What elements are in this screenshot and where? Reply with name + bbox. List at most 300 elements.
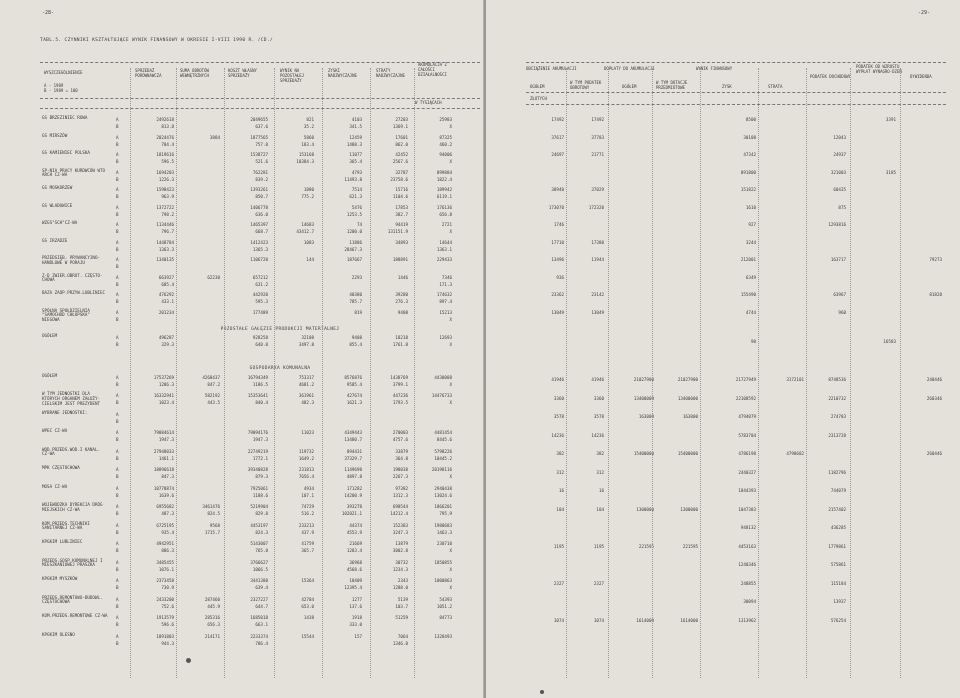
table-row bbox=[0, 169, 484, 183]
value-cell bbox=[136, 116, 174, 130]
value-cell: 12043 bbox=[833, 134, 846, 140]
value-cell: 4798682 bbox=[786, 451, 804, 456]
col-header: PODATEK DOCHODOWY bbox=[810, 74, 851, 79]
table-row bbox=[0, 134, 484, 148]
value-a: 287460 bbox=[204, 596, 220, 602]
value-a: 152383 bbox=[392, 522, 408, 528]
row-label: GS MIRSZÓW bbox=[42, 132, 68, 138]
value-b: 329.3 bbox=[161, 342, 174, 347]
row-label: GS BRZEZINIEC ROWA bbox=[42, 115, 88, 120]
value-cell: 2313728 bbox=[828, 432, 846, 438]
row-ab-marker: A B bbox=[116, 393, 119, 405]
value-cell bbox=[136, 221, 174, 235]
value-a: 30732 bbox=[395, 559, 408, 565]
value-b: 333.0 bbox=[349, 622, 362, 627]
value-cell bbox=[276, 392, 314, 406]
unit-label: W TYSIĄCACH bbox=[415, 100, 442, 105]
column-separator bbox=[130, 68, 131, 678]
value-cell: 47342 bbox=[743, 152, 756, 157]
value-b: 685.4 bbox=[161, 281, 174, 287]
table-row bbox=[486, 543, 960, 557]
value-b: 1200.0 bbox=[346, 229, 362, 234]
value-cell: 13496 bbox=[551, 257, 564, 262]
value-cell: 3578 bbox=[553, 414, 564, 419]
row-ab-marker: A B bbox=[116, 222, 119, 234]
value-a: 188891 bbox=[392, 257, 408, 262]
value-cell bbox=[230, 429, 268, 443]
value-a: 663927 bbox=[158, 274, 174, 280]
value-a: 1149698 bbox=[344, 467, 362, 472]
row-ab-marker: A B bbox=[116, 152, 119, 164]
value-b: 1104.6 bbox=[392, 194, 408, 199]
value-a: 1393261 bbox=[250, 187, 268, 192]
value-b: 433.1 bbox=[161, 299, 174, 304]
value-a: 2721 bbox=[441, 222, 452, 227]
value-cell bbox=[276, 151, 314, 165]
value-cell bbox=[324, 374, 362, 388]
value-a: 1866201 bbox=[434, 504, 452, 509]
value-cell bbox=[136, 169, 174, 183]
value-cell: 38940 bbox=[551, 187, 564, 192]
value-cell bbox=[230, 116, 268, 130]
value-cell bbox=[324, 503, 362, 517]
value-a: 1880 bbox=[303, 187, 314, 192]
value-a: 25983 bbox=[439, 117, 452, 122]
table-row bbox=[0, 309, 484, 323]
value-cell bbox=[276, 116, 314, 130]
value-a: 10778874 bbox=[153, 485, 174, 491]
value-cell: 172320 bbox=[588, 204, 604, 210]
value-cell bbox=[230, 503, 268, 517]
value-cell: 63967 bbox=[833, 292, 846, 297]
row-ab-marker: A B bbox=[116, 274, 119, 287]
value-cell: 14236 bbox=[551, 432, 564, 438]
value-cell bbox=[230, 448, 268, 462]
value-cell bbox=[370, 374, 408, 388]
table-row bbox=[486, 450, 960, 464]
table-row bbox=[0, 186, 484, 200]
value-cell bbox=[230, 522, 268, 536]
row-ab-marker: A B bbox=[116, 239, 119, 252]
value-b: 596.5 bbox=[161, 159, 174, 164]
value-cell bbox=[230, 134, 268, 148]
value-cell bbox=[230, 596, 268, 610]
value-b: 13480.7 bbox=[344, 437, 362, 442]
value-a: 16332941 bbox=[153, 393, 174, 398]
col-header: STRATY NADZWYCZAJNE bbox=[376, 68, 405, 78]
table-row bbox=[0, 503, 484, 517]
value-a: 3485455 bbox=[156, 559, 174, 565]
value-a: 821 bbox=[306, 117, 314, 122]
value-b: 4897.8 bbox=[346, 474, 362, 479]
value-cell: 104 bbox=[556, 506, 564, 512]
value-b: 1947.3 bbox=[252, 437, 268, 442]
value-b: 171.3 bbox=[439, 281, 452, 287]
value-cell bbox=[324, 522, 362, 536]
row-label: GS IRZADZE bbox=[42, 237, 68, 243]
value-cell bbox=[414, 466, 452, 480]
value-cell: 24697 bbox=[551, 152, 564, 157]
value-cell: 3244 bbox=[745, 239, 756, 245]
row-ab-marker: A B bbox=[116, 309, 119, 322]
value-cell bbox=[370, 577, 408, 591]
value-cell bbox=[230, 309, 268, 316]
value-b: 786.4 bbox=[255, 640, 268, 646]
value-b: 1288.0 bbox=[392, 585, 408, 590]
table-row bbox=[0, 429, 484, 443]
column-separator bbox=[274, 68, 275, 678]
row-label: KPGKIM MYSZKÓW bbox=[42, 576, 78, 581]
value-cell: 1779861 bbox=[828, 543, 846, 549]
value-cell bbox=[370, 633, 408, 647]
ink-spot bbox=[540, 690, 544, 694]
value-cell bbox=[370, 522, 408, 536]
value-a: 4349443 bbox=[344, 430, 362, 435]
value-a: 11886 bbox=[349, 239, 362, 245]
value-cell: 1313962 bbox=[738, 617, 756, 623]
table-row bbox=[486, 204, 960, 218]
value-a: 1465397 bbox=[250, 222, 268, 227]
value-cell bbox=[182, 633, 220, 640]
value-b: 3497.8 bbox=[298, 342, 314, 347]
value-a: 11023 bbox=[301, 430, 314, 435]
value-cell bbox=[370, 134, 408, 148]
value-cell: 4794079 bbox=[738, 414, 756, 419]
value-b: X bbox=[449, 316, 452, 322]
sub-header: STRATA bbox=[768, 84, 783, 89]
value-cell: 1614000 bbox=[636, 617, 654, 623]
value-cell bbox=[136, 614, 174, 628]
value-a: 2343 bbox=[397, 578, 408, 583]
value-b: 183.4 bbox=[301, 141, 314, 147]
value-cell: 2440327 bbox=[738, 469, 756, 475]
value-cell bbox=[230, 614, 268, 628]
table-row bbox=[0, 559, 484, 573]
rule bbox=[40, 62, 480, 63]
value-a: 4453197 bbox=[250, 522, 268, 528]
table-row bbox=[0, 239, 484, 253]
value-b: 1283.4 bbox=[346, 548, 362, 553]
value-b: 12395.4 bbox=[344, 585, 362, 590]
value-b: 1639.6 bbox=[158, 492, 174, 498]
value-cell bbox=[414, 392, 452, 406]
column-separator bbox=[700, 68, 701, 678]
row-label: KPGKIM LUBLINIEC bbox=[42, 539, 83, 544]
value-a: 7514 bbox=[351, 187, 362, 192]
value-cell: 104 bbox=[596, 506, 604, 512]
value-a: 174632 bbox=[436, 292, 452, 297]
value-b: 796.7 bbox=[161, 229, 174, 234]
value-b: 460.2 bbox=[439, 141, 452, 147]
value-cell: 1195 bbox=[593, 543, 604, 549]
value-b: X bbox=[449, 566, 452, 572]
value-cell bbox=[136, 392, 174, 406]
table-row bbox=[0, 522, 484, 536]
value-a: 5476 bbox=[351, 204, 362, 210]
value-a: 2492618 bbox=[156, 117, 174, 122]
value-b: 23758.6 bbox=[390, 176, 408, 182]
value-b: 631.2 bbox=[255, 281, 268, 287]
value-cell: 21027900 bbox=[677, 377, 698, 382]
value-cell: 1293816 bbox=[828, 222, 846, 227]
value-cell: 1182796 bbox=[828, 469, 846, 475]
value-a: 229433 bbox=[436, 257, 452, 262]
unit-label: ZŁOTYCH bbox=[530, 96, 547, 101]
table-row bbox=[486, 617, 960, 631]
value-cell bbox=[370, 151, 408, 165]
value-a: 1412423 bbox=[250, 239, 268, 245]
value-b: 636.0 bbox=[255, 211, 268, 217]
row-label: Z-D ZWIER.OBROT. CZĘSTO- CHOWA bbox=[42, 272, 103, 283]
value-a: 18218 bbox=[395, 335, 408, 340]
table-row bbox=[0, 274, 484, 288]
value-cell bbox=[230, 466, 268, 480]
value-b: 795.9 bbox=[439, 511, 452, 516]
value-cell: 37029 bbox=[591, 187, 604, 192]
row-ab-marker: A B bbox=[116, 559, 119, 572]
value-cell bbox=[324, 151, 362, 165]
value-a: 42452 bbox=[395, 152, 408, 157]
value-b: 595.3 bbox=[255, 299, 268, 304]
value-cell bbox=[414, 256, 452, 263]
value-cell bbox=[136, 309, 174, 316]
value-cell: 875 bbox=[838, 204, 846, 210]
row-label: KOM.PRZEDS.REMONTOWE CZ-WA bbox=[42, 613, 108, 618]
row-ab-marker: A B bbox=[116, 541, 119, 553]
row-ab-marker: A B bbox=[116, 187, 119, 199]
value-cell: 30094 bbox=[743, 599, 756, 604]
value-a: 176136 bbox=[436, 204, 452, 210]
value-a: 1538727 bbox=[250, 152, 268, 157]
value-b: 813.8 bbox=[161, 124, 174, 129]
table-row bbox=[486, 376, 960, 390]
value-cell bbox=[324, 392, 362, 406]
value-cell bbox=[230, 256, 268, 263]
table-row bbox=[486, 506, 960, 520]
value-cell bbox=[370, 309, 408, 316]
value-cell bbox=[182, 392, 220, 406]
value-cell: 948132 bbox=[740, 525, 756, 530]
value-a: 15364 bbox=[301, 578, 314, 583]
value-a: 3441380 bbox=[250, 578, 268, 583]
column-separator bbox=[414, 68, 415, 678]
value-cell: 81820 bbox=[929, 292, 942, 297]
value-a: 214171 bbox=[204, 633, 220, 639]
value-a: 2940438 bbox=[434, 485, 452, 491]
value-cell bbox=[230, 374, 268, 388]
value-cell bbox=[414, 221, 452, 235]
value-b: 944.3 bbox=[161, 640, 174, 646]
value-cell: 1074 bbox=[593, 617, 604, 623]
value-b: 14212.4 bbox=[390, 511, 408, 516]
value-b: 656.3 bbox=[207, 622, 220, 627]
value-b: 798.2 bbox=[161, 211, 174, 217]
value-b: 1253.5 bbox=[346, 211, 362, 217]
value-cell: 321003 bbox=[830, 169, 846, 175]
value-cell: 90 bbox=[750, 339, 756, 344]
value-a: 32787 bbox=[395, 169, 408, 175]
value-b: 443.5 bbox=[207, 400, 220, 405]
value-cell bbox=[136, 466, 174, 480]
value-b: 1488.3 bbox=[346, 141, 362, 147]
table-row bbox=[486, 524, 960, 538]
table-row bbox=[0, 614, 484, 628]
value-cell bbox=[136, 633, 174, 647]
value-a: 442920 bbox=[252, 292, 268, 297]
value-b: 824.5 bbox=[207, 511, 220, 516]
value-cell bbox=[136, 291, 174, 305]
value-cell bbox=[136, 596, 174, 610]
col-header: WYNIK FINANSOWY bbox=[696, 66, 733, 71]
value-cell bbox=[324, 448, 362, 462]
value-a: 13879 bbox=[395, 541, 408, 546]
value-cell bbox=[414, 485, 452, 499]
value-cell bbox=[324, 334, 362, 348]
value-a: 582192 bbox=[204, 393, 220, 398]
value-cell bbox=[370, 291, 408, 305]
value-b: 1076.1 bbox=[158, 566, 174, 572]
value-a: 9568 bbox=[209, 522, 220, 528]
value-a: 4430088 bbox=[434, 375, 452, 380]
value-b: 644.7 bbox=[255, 603, 268, 609]
value-cell bbox=[136, 204, 174, 218]
value-a: 2233374 bbox=[250, 633, 268, 639]
value-cell: 23362 bbox=[551, 292, 564, 297]
value-b: 765.8 bbox=[255, 548, 268, 553]
value-a: 84773 bbox=[439, 615, 452, 620]
value-b: 4681.2 bbox=[298, 382, 314, 387]
value-cell bbox=[136, 577, 174, 591]
value-cell bbox=[136, 559, 174, 573]
column-separator bbox=[566, 68, 567, 678]
value-cell: 163000 bbox=[638, 414, 654, 419]
value-cell bbox=[414, 633, 452, 640]
value-b: 6119.1 bbox=[436, 194, 452, 199]
value-cell: 260446 bbox=[926, 451, 942, 456]
value-cell: 4744 bbox=[745, 309, 756, 315]
row-ab-marker: A B bbox=[116, 578, 119, 590]
row-label: SPÓŁNA SPOŁDZIELNIA "SAMOCHÓD CHŁOPSKA" NIEGOWA bbox=[42, 307, 90, 323]
value-a: 2024476 bbox=[156, 134, 174, 140]
value-cell: 21727949 bbox=[735, 377, 756, 382]
value-cell: 23142 bbox=[591, 292, 604, 297]
value-a: 1877565 bbox=[250, 134, 268, 140]
value-cell bbox=[414, 169, 452, 183]
value-a: 233213 bbox=[298, 522, 314, 528]
row-label: WZGS"SCH"CZ-WA bbox=[42, 220, 78, 225]
value-a: 18896618 bbox=[153, 467, 174, 472]
value-cell: 13049 bbox=[591, 309, 604, 315]
value-cell bbox=[136, 503, 174, 517]
value-cell bbox=[324, 429, 362, 443]
value-a: 476292 bbox=[158, 292, 174, 297]
value-cell bbox=[324, 274, 362, 281]
value-b: 596.6 bbox=[161, 622, 174, 627]
value-cell: 21771 bbox=[591, 152, 604, 157]
value-a: 1980683 bbox=[434, 522, 452, 528]
value-a: 1913579 bbox=[156, 615, 174, 620]
value-b: 1649.2 bbox=[298, 455, 314, 461]
row-label: SP-NIA PRACY KURDWCÓW WTO ARCH CZ-WA bbox=[42, 167, 106, 178]
value-cell bbox=[370, 429, 408, 443]
value-cell bbox=[276, 429, 314, 436]
value-cell bbox=[414, 577, 452, 591]
value-a: 753317 bbox=[298, 375, 314, 380]
row-ab-marker: A B bbox=[116, 448, 119, 461]
table-row bbox=[0, 374, 484, 388]
column-separator bbox=[652, 68, 653, 678]
sub-header: ZYSK bbox=[722, 84, 732, 89]
value-a: 496287 bbox=[158, 335, 174, 340]
value-cell bbox=[136, 448, 174, 462]
value-a: 62230 bbox=[207, 274, 220, 280]
table-row bbox=[486, 116, 960, 130]
value-cell bbox=[414, 522, 452, 536]
value-cell: 382 bbox=[596, 451, 604, 456]
value-a: 51259 bbox=[395, 615, 408, 620]
value-cell: 927 bbox=[748, 222, 756, 227]
row-label: GS KAMIENIEC POLSKA bbox=[42, 150, 90, 155]
value-a: 5798226 bbox=[434, 448, 452, 454]
table-row bbox=[486, 580, 960, 594]
value-a: 54393 bbox=[439, 596, 452, 602]
value-b: 1186.5 bbox=[252, 382, 268, 387]
value-cell: 13937 bbox=[833, 599, 846, 604]
value-a: 2293 bbox=[351, 274, 362, 280]
value-a: 4268437 bbox=[202, 375, 220, 380]
value-a: 21669 bbox=[349, 541, 362, 546]
value-cell bbox=[230, 485, 268, 499]
table-row bbox=[486, 256, 960, 270]
value-cell bbox=[370, 239, 408, 246]
value-cell: 22108592 bbox=[735, 395, 756, 401]
table-row bbox=[0, 633, 484, 647]
value-a: 1694203 bbox=[156, 169, 174, 175]
value-b: 516.2 bbox=[301, 511, 314, 516]
value-cell: 17380 bbox=[591, 239, 604, 245]
value-b: X bbox=[449, 342, 452, 347]
value-cell bbox=[414, 540, 452, 554]
value-b: X bbox=[449, 548, 452, 553]
table-row bbox=[0, 448, 484, 462]
value-b: 103.7 bbox=[395, 603, 408, 609]
value-b: 7656.4 bbox=[298, 474, 314, 479]
table-row bbox=[486, 395, 960, 409]
value-cell bbox=[324, 239, 362, 253]
value-cell: 1300000 bbox=[680, 506, 698, 512]
value-cell bbox=[276, 485, 314, 499]
col-header: DOPŁATY DO AKUMULACJI bbox=[604, 66, 655, 71]
value-b: 131151.9 bbox=[387, 229, 408, 234]
value-b: 107.1 bbox=[301, 492, 314, 498]
table-row bbox=[486, 151, 960, 165]
value-cell bbox=[414, 116, 452, 130]
value-b: 1793.5 bbox=[392, 400, 408, 405]
value-cell: 60435 bbox=[833, 187, 846, 192]
value-cell bbox=[324, 291, 362, 305]
value-cell bbox=[230, 291, 268, 305]
value-b: 37329.7 bbox=[344, 455, 362, 461]
value-b: 9585.4 bbox=[346, 382, 362, 387]
value-a: 899884 bbox=[436, 169, 452, 175]
value-a: 11077 bbox=[349, 152, 362, 157]
value-cell bbox=[370, 334, 408, 348]
row-ab-marker: A B bbox=[116, 117, 119, 129]
column-separator bbox=[608, 68, 609, 678]
column-separator bbox=[850, 68, 851, 678]
section-heading: GOSPODARKA KOMUNALNA bbox=[249, 366, 311, 371]
value-cell: 16583 bbox=[883, 339, 896, 344]
